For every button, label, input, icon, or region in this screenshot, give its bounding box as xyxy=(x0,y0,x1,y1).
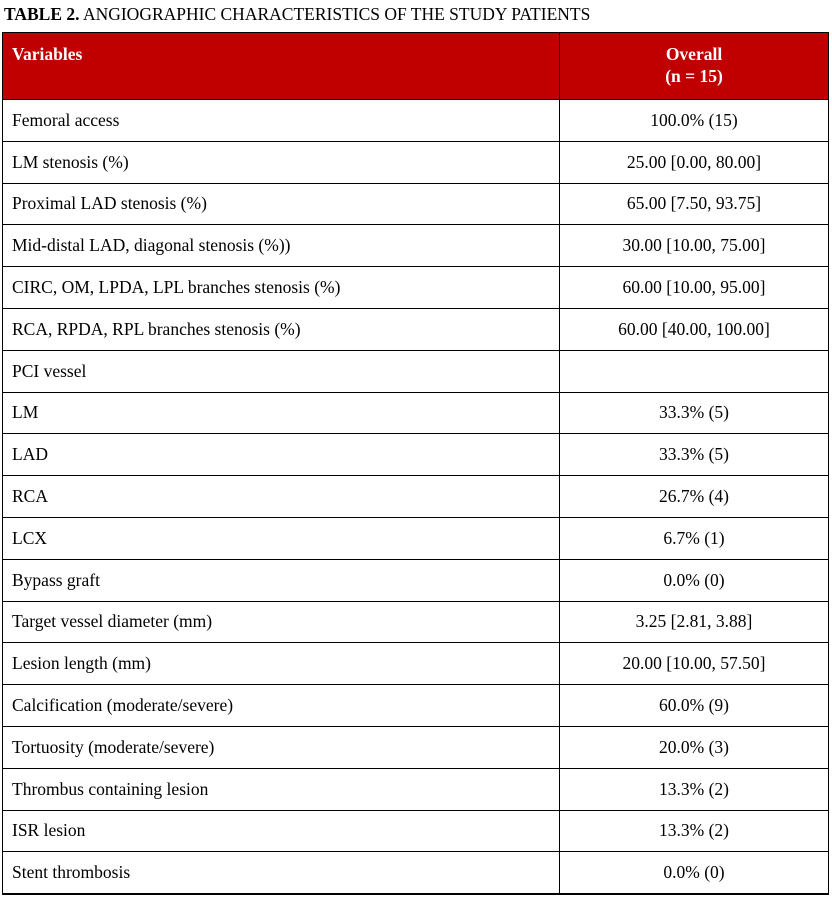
table-row xyxy=(3,643,829,685)
table-caption-title: ANGIOGRAPHIC CHARACTERISTICS OF THE STUDY PATIENTS xyxy=(79,4,591,24)
cell-variable: LM stenosis (%) xyxy=(3,141,560,183)
cell-overall: 33.3% (5) xyxy=(560,434,829,476)
table-row xyxy=(3,601,829,643)
table-row xyxy=(3,517,829,559)
table-header-row xyxy=(3,33,829,100)
cell-variable: Proximal LAD stenosis (%) xyxy=(3,183,560,225)
cell-variable: LCX xyxy=(3,517,560,559)
cell-overall: 0.0% (0) xyxy=(560,559,829,601)
cell-variable: RCA xyxy=(3,476,560,518)
column-header-overall-title: Overall xyxy=(665,44,723,64)
table-row xyxy=(3,100,829,142)
cell-variable: LAD xyxy=(3,434,560,476)
cell-overall: 20.00 [10.00, 57.50] xyxy=(560,643,829,685)
cell-overall xyxy=(560,350,829,392)
cell-overall: 3.25 [2.81, 3.88] xyxy=(560,601,829,643)
table-body xyxy=(3,100,829,894)
cell-overall: 30.00 [10.00, 75.00] xyxy=(560,225,829,267)
cell-overall: 65.00 [7.50, 93.75] xyxy=(560,183,829,225)
cell-variable: LM xyxy=(3,392,560,434)
cell-overall: 26.7% (4) xyxy=(560,476,829,518)
cell-overall: 60.00 [10.00, 95.00] xyxy=(560,267,829,309)
table-row xyxy=(3,768,829,810)
table-caption xyxy=(4,3,590,25)
cell-variable: Lesion length (mm) xyxy=(3,643,560,685)
cell-variable: Stent thrombosis xyxy=(3,852,560,894)
angiographic-characteristics-table xyxy=(2,32,829,895)
cell-overall: 60.0% (9) xyxy=(560,685,829,727)
table-caption-label: TABLE 2. xyxy=(4,4,80,24)
table-row xyxy=(3,685,829,727)
table-row xyxy=(3,308,829,350)
table-row xyxy=(3,141,829,183)
cell-variable: Target vessel diameter (mm) xyxy=(3,601,560,643)
cell-overall: 20.0% (3) xyxy=(560,726,829,768)
table-row xyxy=(3,183,829,225)
cell-overall: 60.00 [40.00, 100.00] xyxy=(560,308,829,350)
cell-variable: CIRC, OM, LPDA, LPL branches stenosis (%) xyxy=(3,267,560,309)
table-row xyxy=(3,726,829,768)
cell-overall: 100.0% (15) xyxy=(560,100,829,142)
cell-variable: Mid-distal LAD, diagonal stenosis (%)) xyxy=(3,225,560,267)
table-header xyxy=(3,33,829,100)
cell-variable: Tortuosity (moderate/severe) xyxy=(3,726,560,768)
cell-variable: Calcification (moderate/severe) xyxy=(3,685,560,727)
column-header-variables: Variables xyxy=(3,33,560,100)
column-header-overall xyxy=(560,33,829,100)
table-row xyxy=(3,476,829,518)
column-header-overall-count: (n = 15) xyxy=(665,66,723,86)
cell-variable: Thrombus containing lesion xyxy=(3,768,560,810)
cell-overall: 13.3% (2) xyxy=(560,810,829,852)
cell-variable: RCA, RPDA, RPL branches stenosis (%) xyxy=(3,308,560,350)
cell-variable: Bypass graft xyxy=(3,559,560,601)
cell-overall: 6.7% (1) xyxy=(560,517,829,559)
cell-variable: PCI vessel xyxy=(3,350,560,392)
cell-overall: 13.3% (2) xyxy=(560,768,829,810)
table-row xyxy=(3,810,829,852)
table-row xyxy=(3,434,829,476)
table-row xyxy=(3,225,829,267)
table-row xyxy=(3,852,829,894)
table-row xyxy=(3,559,829,601)
cell-variable: ISR lesion xyxy=(3,810,560,852)
table-row xyxy=(3,350,829,392)
cell-overall: 0.0% (0) xyxy=(560,852,829,894)
table-row xyxy=(3,392,829,434)
table-row xyxy=(3,267,829,309)
cell-variable: Femoral access xyxy=(3,100,560,142)
cell-overall: 33.3% (5) xyxy=(560,392,829,434)
cell-overall: 25.00 [0.00, 80.00] xyxy=(560,141,829,183)
